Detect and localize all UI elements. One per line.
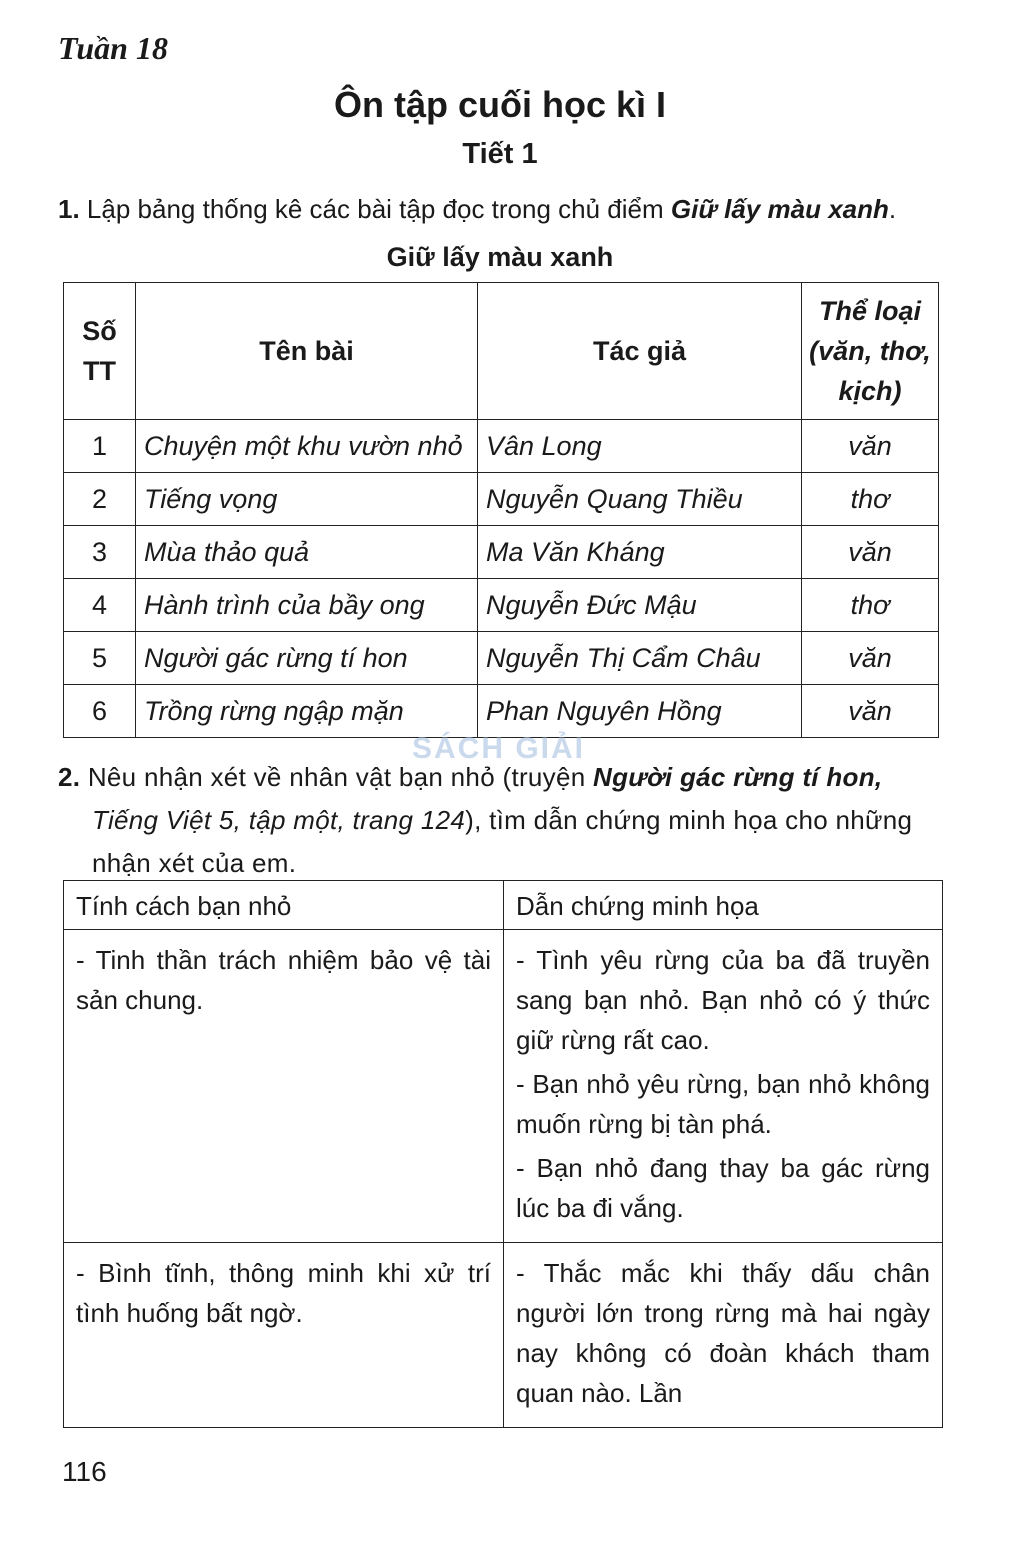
row-title: Trồng rừng ngập mặn bbox=[136, 685, 478, 738]
row-number: 5 bbox=[64, 632, 136, 685]
row-genre: thơ bbox=[802, 579, 939, 632]
row-number: 3 bbox=[64, 526, 136, 579]
header-genre: Thể loại (văn, thơ, kịch) bbox=[802, 283, 939, 420]
row-author: Vân Long bbox=[478, 420, 802, 473]
table-row bbox=[64, 930, 943, 1243]
table-row bbox=[64, 1243, 943, 1428]
reading-list-table bbox=[63, 282, 939, 738]
row-number: 6 bbox=[64, 685, 136, 738]
question-2-story: Người gác rừng tí hon, bbox=[593, 762, 883, 792]
header-title: Tên bài bbox=[136, 283, 478, 420]
row-author: Ma Văn Kháng bbox=[478, 526, 802, 579]
row-title: Tiếng vọng bbox=[136, 473, 478, 526]
table-header-row bbox=[64, 881, 943, 930]
row-author: Nguyễn Đức Mậu bbox=[478, 579, 802, 632]
evidence-text: - Tình yêu rừng của ba đã truyền sang bạn nhỏ. Bạn nhỏ có ý thức giữ rừng rất cao. bbox=[516, 945, 930, 1055]
row-author: Nguyễn Quang Thiều bbox=[478, 473, 802, 526]
row-author: Nguyễn Thị Cẩm Châu bbox=[478, 632, 802, 685]
row-number: 1 bbox=[64, 420, 136, 473]
table-1-caption: Giữ lấy màu xanh bbox=[386, 242, 614, 272]
evidence-cell bbox=[504, 930, 943, 1243]
page-title: Ôn tập cuối học kì I bbox=[333, 84, 667, 125]
question-2-body bbox=[58, 756, 946, 885]
watermark-logo: SÁCH GIẢI bbox=[412, 732, 586, 765]
row-author: Phan Nguyên Hồng bbox=[478, 685, 802, 738]
table-row bbox=[64, 420, 939, 473]
question-2-part1: Nêu nhận xét về nhân vật bạn nhỏ (truyện bbox=[87, 762, 586, 792]
row-title: Hành trình của bầy ong bbox=[136, 579, 478, 632]
row-number: 4 bbox=[64, 579, 136, 632]
page-number: 116 bbox=[62, 1456, 107, 1487]
row-genre: thơ bbox=[802, 473, 939, 526]
evidence-text: - Thắc mắc khi thấy dấu chân người lớn trong rừng mà hai ngày nay không có đoàn khách tham quan nào. Lần bbox=[516, 1258, 930, 1408]
row-genre: văn bbox=[802, 420, 939, 473]
character-analysis-table bbox=[63, 880, 943, 1428]
header-number-label: Số TT bbox=[82, 316, 117, 386]
trait-text: - Tinh thần trách nhiệm bảo vệ tài sản chung. bbox=[76, 945, 491, 1015]
evidence-text: - Bạn nhỏ đang thay ba gác rừng lúc ba đi vắng. bbox=[516, 1153, 930, 1223]
evidence-text: - Bạn nhỏ yêu rừng, bạn nhỏ không muốn rừng bị tàn phá. bbox=[516, 1069, 930, 1139]
header-trait: Tính cách bạn nhỏ bbox=[64, 881, 504, 930]
lesson-subtitle: Tiết 1 bbox=[462, 138, 538, 170]
evidence-cell bbox=[504, 1243, 943, 1428]
table-row bbox=[64, 632, 939, 685]
week-label: Tuần 18 bbox=[58, 30, 168, 66]
question-2-number: 2. bbox=[58, 762, 81, 792]
question-2-part2: ), tìm dẫn chứng minh họa cho những nhận xét của em. bbox=[92, 805, 913, 878]
header-evidence: Dẫn chứng minh họa bbox=[504, 881, 943, 930]
table-header-row bbox=[64, 283, 939, 420]
row-title: Người gác rừng tí hon bbox=[136, 632, 478, 685]
question-2 bbox=[58, 756, 946, 885]
table-row bbox=[64, 526, 939, 579]
row-genre: văn bbox=[802, 685, 939, 738]
question-1 bbox=[58, 194, 958, 225]
trait-cell bbox=[64, 930, 504, 1243]
table-row bbox=[64, 473, 939, 526]
question-1-emphasis: Giữ lấy màu xanh bbox=[670, 194, 889, 224]
question-1-end: . bbox=[888, 194, 897, 224]
row-number: 2 bbox=[64, 473, 136, 526]
question-1-number: 1. bbox=[58, 194, 80, 224]
table-row bbox=[64, 685, 939, 738]
row-genre: văn bbox=[802, 632, 939, 685]
trait-text: - Bình tĩnh, thông minh khi xử trí tình huống bất ngờ. bbox=[76, 1258, 491, 1328]
header-number bbox=[64, 283, 136, 420]
question-2-source: Tiếng Việt 5, tập một, trang 124 bbox=[92, 805, 466, 835]
table-row bbox=[64, 579, 939, 632]
row-title: Mùa thảo quả bbox=[136, 526, 478, 579]
question-1-text: Lập bảng thống kê các bài tập đọc trong chủ điểm bbox=[86, 194, 664, 224]
header-author: Tác giả bbox=[478, 283, 802, 420]
row-title: Chuyện một khu vườn nhỏ bbox=[136, 420, 478, 473]
trait-cell bbox=[64, 1243, 504, 1428]
row-genre: văn bbox=[802, 526, 939, 579]
